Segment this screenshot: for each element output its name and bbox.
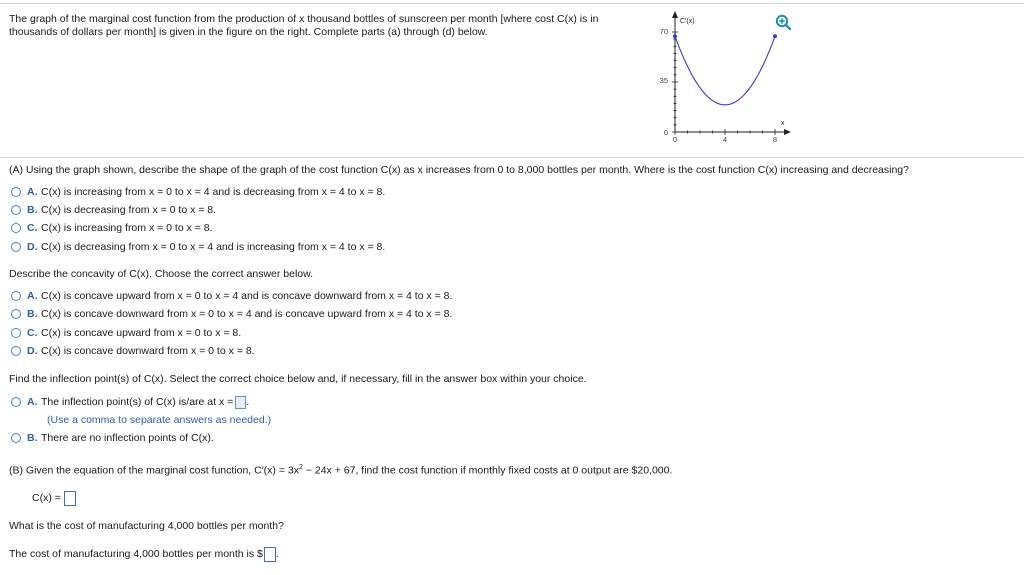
- option-letter: C.: [27, 327, 38, 339]
- option-letter: B.: [27, 308, 38, 320]
- concavity-option-a[interactable]: [11, 289, 452, 303]
- option-letter: B.: [27, 432, 38, 444]
- inflection-option-b[interactable]: [11, 431, 214, 445]
- x-tick-0: 0: [672, 135, 678, 144]
- part-a-option-b[interactable]: [11, 203, 216, 217]
- radio-button[interactable]: [11, 309, 21, 319]
- option-letter: A.: [27, 290, 38, 302]
- zoom-in-icon[interactable]: [775, 14, 791, 30]
- curve-start-point: [673, 34, 677, 38]
- part-a-option-d[interactable]: [11, 240, 385, 254]
- x-tick-8: 8: [772, 135, 778, 144]
- concavity-question: Describe the concavity of C(x). Choose the correct answer below.: [9, 268, 314, 280]
- marginal-cost-curve: [675, 36, 775, 105]
- option-letter: B.: [27, 204, 38, 216]
- y-tick-0: 0: [663, 128, 668, 137]
- x-tick-4: 4: [722, 135, 728, 144]
- radio-button[interactable]: [11, 346, 21, 356]
- graph-ticks: [672, 32, 775, 135]
- inflection-hint: (Use a comma to separate answers as needed.): [47, 414, 272, 426]
- radio-button[interactable]: [11, 205, 21, 215]
- inflection-question: Find the inflection point(s) of C(x). Select the correct choice below and, if necessary, fill in the answer box within your choice.: [9, 373, 587, 385]
- option-text: C(x) is concave downward from x = 0 to x = 8.: [41, 345, 255, 357]
- cost-answer-box[interactable]: [264, 547, 276, 562]
- radio-button[interactable]: [11, 397, 21, 407]
- y-axis-label: C'(x): [680, 18, 695, 25]
- part-a-question: (A) Using the graph shown, describe the shape of the graph of the cost function C(x) as x increases from 0 to 8,000 bottles per month. Where is the cost function C(x) increasing and decreasing?: [9, 164, 909, 176]
- part-b-question-end: − 24x + 67, find the cost function if monthly fixed costs at 0 output are $20,000.: [302, 464, 673, 477]
- option-letter: A.: [27, 396, 38, 408]
- part-b-question: [9, 461, 672, 478]
- part-a-option-a[interactable]: [11, 185, 385, 199]
- graph-axes: [672, 11, 791, 135]
- option-text: C(x) is decreasing from x = 0 to x = 4 and is increasing from x = 4 to x = 8.: [41, 241, 386, 253]
- part-a-option-c[interactable]: [11, 221, 213, 235]
- problem-intro: The graph of the marginal cost function from the production of x thousand bottles of sunscreen per month [where cost C(x) is in thousands of dollars per month] is given in the figure on the right. Complete parts (a) through (d) below.: [9, 13, 599, 38]
- concavity-option-d[interactable]: [11, 344, 255, 358]
- concavity-option-b[interactable]: [11, 307, 452, 321]
- concavity-option-c[interactable]: [11, 326, 241, 340]
- option-text: C(x) is concave downward from x = 0 to x = 4 and is concave upward from x = 4 to x = 8.: [41, 308, 453, 320]
- cost-answer-row: [9, 547, 279, 562]
- top-divider: [0, 3, 1024, 4]
- option-text: C(x) is increasing from x = 0 to x = 8.: [41, 222, 213, 234]
- option-text: C(x) is increasing from x = 0 to x = 4 and is decreasing from x = 4 to x = 8.: [41, 186, 386, 198]
- option-text: C(x) is concave upward from x = 0 to x = 4 and is concave downward from x = 4 to x = 8.: [41, 290, 453, 302]
- part-b-question-start: (B) Given the equation of the marginal cost function, C′(x) = 3x: [9, 464, 299, 477]
- y-tick-70: 70: [659, 27, 668, 36]
- option-text: C(x) is concave upward from x = 0 to x = 8.: [41, 327, 242, 339]
- option-letter: C.: [27, 222, 38, 234]
- radio-button[interactable]: [11, 223, 21, 233]
- inflection-option-a[interactable]: [11, 395, 249, 409]
- exponent: 2: [299, 464, 303, 471]
- period: .: [275, 548, 279, 560]
- radio-button[interactable]: [11, 242, 21, 252]
- period: .: [246, 396, 250, 408]
- option-text: C(x) is decreasing from x = 0 to x = 8.: [41, 204, 217, 216]
- option-letter: A.: [27, 186, 38, 198]
- option-text: There are no inflection points of C(x).: [41, 432, 214, 444]
- cost-answer-label: The cost of manufacturing 4,000 bottles per month is $: [9, 548, 263, 560]
- y-tick-35: 35: [659, 76, 668, 85]
- option-letter: D.: [27, 241, 38, 253]
- option-letter: D.: [27, 345, 38, 357]
- radio-button[interactable]: [11, 187, 21, 197]
- x-axis-label: x: [781, 120, 785, 127]
- radio-button[interactable]: [11, 328, 21, 338]
- radio-button[interactable]: [11, 433, 21, 443]
- radio-button[interactable]: [11, 291, 21, 301]
- option-text: The inflection point(s) of C(x) is/are at x =: [41, 396, 234, 408]
- inflection-answer-box[interactable]: [235, 396, 246, 409]
- cost-question: What is the cost of manufacturing 4,000 bottles per month?: [9, 520, 284, 532]
- cost-function-row: [32, 491, 76, 506]
- section-divider: [0, 157, 1024, 158]
- cost-function-label: C(x) =: [32, 492, 61, 504]
- curve-end-point: [773, 34, 777, 38]
- cost-function-answer-box[interactable]: [64, 491, 76, 506]
